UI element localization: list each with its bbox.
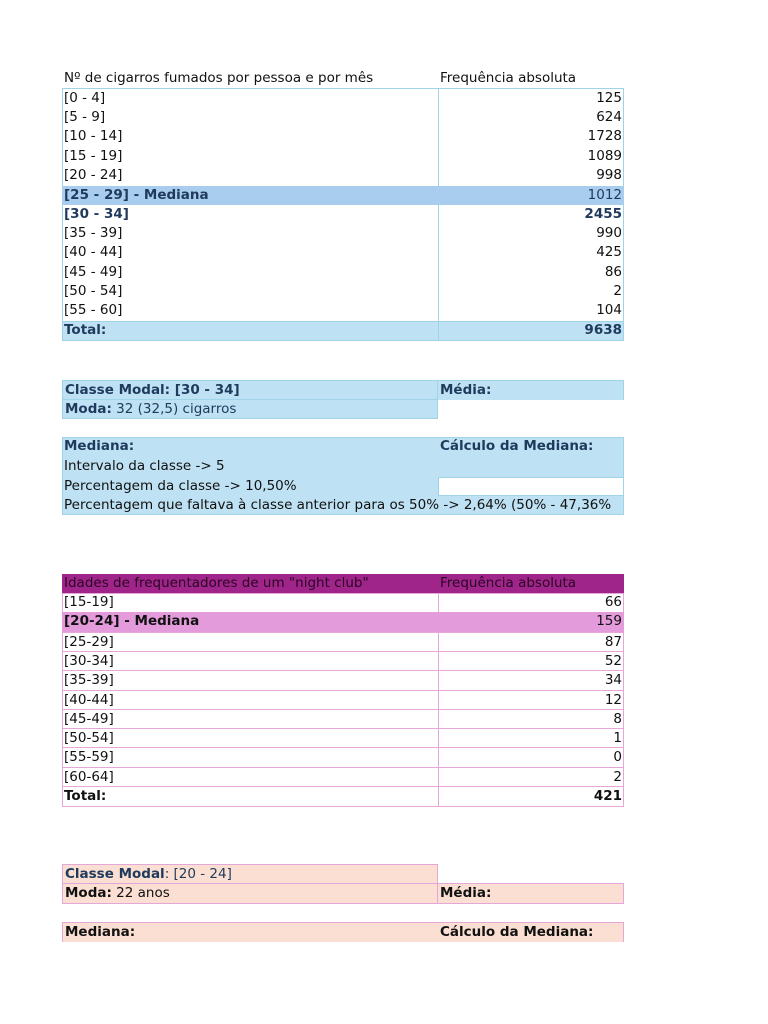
table2-row-5-label: [40-44] [62,690,438,709]
table1-row-11-value: 104 [596,302,622,318]
table2-total-label: Total: [62,786,438,807]
table2-row-9-label: [60-64] [62,767,438,786]
table1-row-5-label: [25 - 29] - Mediana [64,187,209,203]
table2-row-4-value: 34 [438,670,624,689]
table1-row-10-label: [50 - 54] [64,283,123,299]
table2-row-3-label: [30-34] [62,651,438,670]
mediana-block-1-white [438,477,624,496]
table1-row-6-value: 2455 [584,206,622,222]
classe-modal-2-value: : [20 - 24] [164,866,232,882]
table2-row-6-label: [45-49] [62,709,438,728]
moda-1-label: Moda: [65,401,112,417]
media-label-1: Média: [438,380,624,400]
table2-row-7-label: [50-54] [62,728,438,747]
intervalo-classe-1: Intervalo da classe -> 5 [64,458,225,474]
table1-row-10-value: 2 [613,283,622,299]
table1-row-5-value: 1012 [587,187,622,203]
table2-row-9-value: 2 [438,767,624,786]
table2-row-6-value: 8 [438,709,624,728]
percentagem-classe-1: Percentagem da classe -> 10,50% [64,478,297,494]
table1-row-4-value: 998 [596,167,622,183]
moda-2-value: 22 anos [111,885,170,901]
table1-row-1-label: [5 - 9] [64,109,106,125]
moda-2 [62,883,438,904]
table2-row-5-value: 12 [438,690,624,709]
table1-row-3-value: 1089 [587,148,622,164]
table2-row-7-value: 1 [438,728,624,747]
table1-total-value: 9638 [584,322,622,338]
table1-row-9-label: [45 - 49] [64,264,123,280]
moda-1-value: 32 (32,5) cigarros [111,401,237,417]
table1-row-2-label: [10 - 14] [64,128,123,144]
table1-header-frequency: Frequência absoluta [440,70,577,86]
table2-row-0-value: 66 [604,594,622,610]
table1-row-4-label: [20 - 24] [64,167,123,183]
classe-modal-2-label: Classe Modal [65,866,165,882]
classe-modal-2 [62,864,438,884]
percentagem-faltava-1: Percentagem que faltava à classe anterior para os 50% -> 2,64% (50% - 47,36% [64,497,612,513]
table2-row-1-label: [20-24] - Mediana [64,613,200,629]
table1-header-class: Nº de cigarros fumados por pessoa e por mês [64,70,374,86]
table2-row-8-value: 0 [438,747,624,766]
media-label-2: Média: [438,883,624,904]
table2-row-0-label: [15-19] [64,594,114,610]
table2-row-3-value: 52 [438,651,624,670]
table2-row-2-value: 87 [438,632,624,651]
table1-row-3-label: [15 - 19] [64,148,123,164]
table1-row-8-label: [40 - 44] [64,244,123,260]
table1-row-1-value: 624 [596,109,622,125]
table1-row-11-label: [55 - 60] [64,302,123,318]
table2-row-2-label: [25-29] [62,632,438,651]
table1-total-label: Total: [64,322,107,338]
table2-row-1-value: 159 [596,613,622,629]
table1-row-6-label: [30 - 34] [64,206,129,222]
table2-row-8-label: [55-59] [62,747,438,766]
calculo-mediana-label-1: Cálculo da Mediana: [440,438,594,454]
table1-row-8-value: 425 [596,244,622,260]
moda-1 [62,399,438,419]
classe-modal-1: Classe Modal: [30 - 34] [62,380,438,400]
moda-2-label: Moda: [65,885,112,901]
table2-row-4-label: [35-39] [62,670,438,689]
calculo-mediana-label-2: Cálculo da Mediana: [438,922,624,942]
table1-row-0-value: 125 [596,90,622,106]
table2-total-value: 421 [438,786,624,807]
table1-row-7-label: [35 - 39] [64,225,123,241]
table1-row-0-label: [0 - 4] [64,90,106,106]
table2-header-class: Idades de frequentadores de um "night club" [64,575,369,591]
mediana-label-1: Mediana: [64,438,135,454]
table1-row-9-value: 86 [604,264,622,280]
table1-row-2-value: 1728 [587,128,622,144]
mediana-label-2: Mediana: [62,922,438,942]
table1-row-7-value: 990 [596,225,622,241]
table2-header-frequency: Frequência absoluta [440,575,577,591]
